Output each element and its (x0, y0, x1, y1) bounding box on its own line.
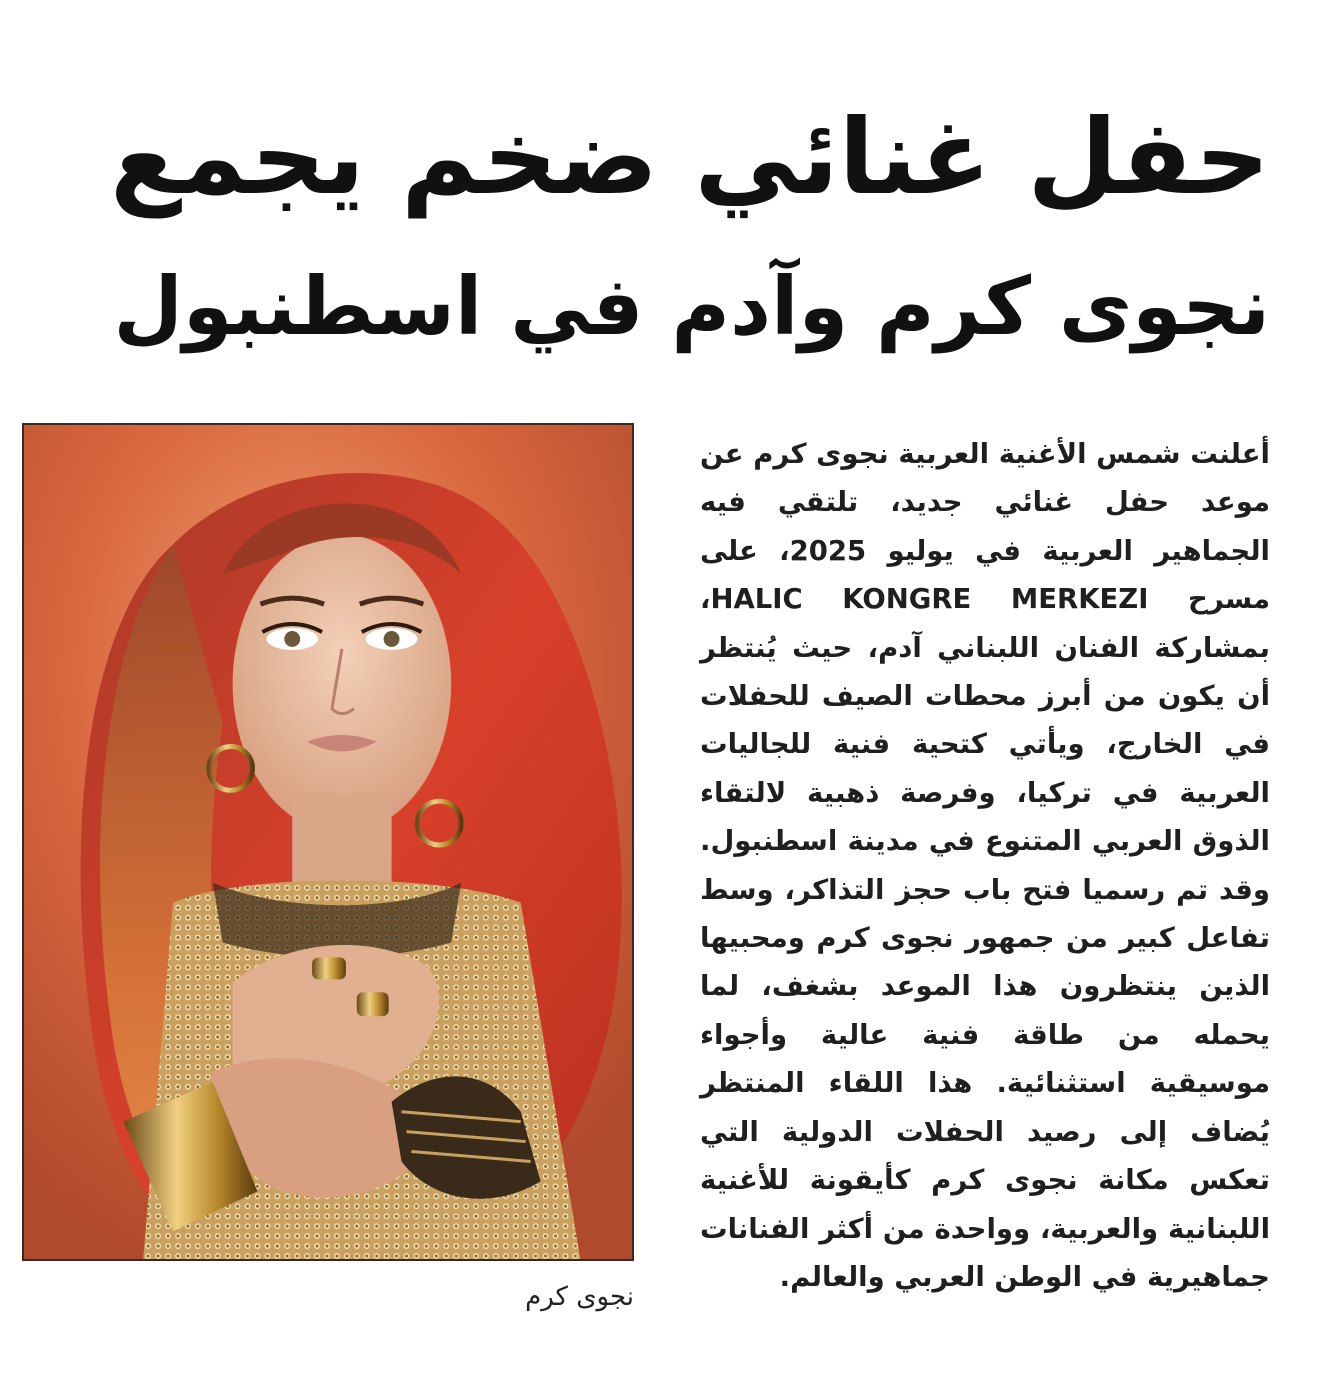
headline-line-2: نجوى كرم وآدم في اسطنبول (113, 260, 1270, 353)
article-paragraph-2: وقد تم رسميا فتح باب حجز التذاكر، وسط تفاعل كبير من جمهور نجوى كرم ومحبيها الذين ينتظرون هذا الموعد بشغف، لما يحمله من طاقة فنية عالية وأجواء موسيقية استثنائية. هذا اللقاء المنتظر يُضاف إلى رصيد الحفلات الدولية التي تعكس مكانة نجوى كرم كأيقونة للأغنية اللبنانية والعربية، وواحدة من أكثر الفنانات جماهيرية في الوطن العربي والعالم. (700, 873, 1270, 1293)
article-paragraph-1: أعلنت شمس الأغنية العربية نجوى كرم عن موعد حفل غنائي جديد، تلتقي فيه الجماهير العربية في يوليو 2025، على مسرح HALIC KONGRE MERKEZI، بمشاركة الفنان اللبناني آدم، حيث يُنتظر أن يكون من أبرز محطات الصيف للحفلات في الخارج، ويأتي كتحية فنية للجاليات العربية في تركيا، وفرصة ذهبية لالتقاء الذوق العربي المتنوع في مدينة اسطنبول. (700, 438, 1270, 858)
headline (90, 82, 1270, 382)
photo-caption: نجوى كرم (525, 1282, 634, 1312)
portrait-illustration (24, 425, 632, 1259)
article-body (700, 430, 1270, 1301)
headline-line-1: حفل غنائي ضخم يجمع (110, 96, 1270, 218)
article-photo (22, 423, 634, 1261)
